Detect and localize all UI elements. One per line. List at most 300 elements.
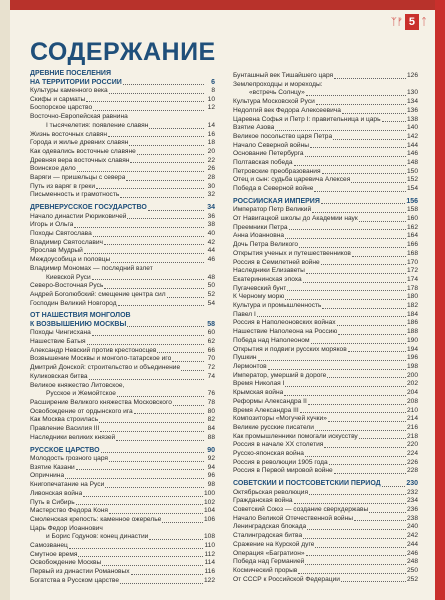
toc-entry[interactable]: [30, 104, 215, 113]
page-ref: 160: [406, 215, 418, 223]
toc-entry[interactable]: [233, 489, 418, 498]
toc-entry[interactable]: [30, 533, 215, 542]
toc-entry[interactable]: [30, 183, 215, 192]
page-ref: 54: [207, 299, 215, 307]
toc-entry[interactable]: [30, 355, 215, 364]
page-ref: 34: [207, 204, 215, 212]
toc-entry[interactable]: [233, 168, 418, 177]
page-ref: 108: [203, 533, 215, 541]
leader-dots: [305, 456, 406, 457]
entry-title: Александр Невский против крестоносцев: [30, 346, 157, 354]
entry-title: Сталинградская битва: [233, 532, 303, 540]
toc-entry[interactable]: [30, 274, 215, 283]
leader-dots: [104, 244, 204, 245]
entry-title: Взятие Азова: [233, 124, 275, 132]
toc-entry[interactable]: [30, 516, 215, 525]
toc-entry[interactable]: [30, 568, 215, 577]
toc-entry[interactable]: [233, 116, 418, 125]
toc-entry[interactable]: [30, 256, 215, 265]
page-ref: 152: [406, 176, 418, 184]
toc-entry[interactable]: [233, 441, 418, 450]
page-ref: 112: [204, 550, 215, 558]
page-ref: 178: [406, 284, 418, 292]
right-border: [435, 0, 445, 600]
page-ref: 252: [406, 575, 418, 583]
section-heading[interactable]: [30, 312, 215, 329]
toc-entry[interactable]: [30, 382, 215, 391]
entry-title: Начало Северной войны: [233, 141, 309, 149]
leader-dots: [257, 316, 406, 317]
page-ref: 72: [207, 364, 215, 372]
entry-title: Русско-японская война: [233, 450, 304, 458]
leader-dots: [69, 548, 204, 549]
leader-dots: [74, 227, 204, 228]
entry-title: Владимир Мономах — последний взлет: [30, 264, 153, 272]
entry-title: Реформы Александра II: [233, 397, 307, 405]
toc-entry[interactable]: [30, 96, 215, 105]
toc-entry[interactable]: [30, 291, 215, 300]
toc-entry[interactable]: [233, 389, 418, 398]
entry-title: Россия в революции 1905 года: [233, 458, 328, 466]
toc-entry[interactable]: [30, 525, 215, 534]
leader-dots: [99, 422, 204, 423]
entry-title: Петровские преобразования: [233, 167, 321, 175]
page-ref: 46: [207, 256, 215, 264]
leader-dots: [102, 565, 203, 566]
toc-entry[interactable]: [30, 221, 215, 230]
page-ref: 78: [207, 399, 215, 406]
leader-dots: [86, 101, 204, 102]
toc-entry[interactable]: [30, 490, 215, 499]
entry-title: Мастерство Федора Коня: [30, 507, 108, 515]
toc-entry[interactable]: [30, 481, 215, 490]
toc-entry[interactable]: [233, 541, 418, 550]
page-ref: 242: [406, 532, 418, 540]
toc-entry[interactable]: [233, 532, 418, 541]
leader-dots: [127, 326, 204, 327]
page-ref: 26: [207, 165, 215, 173]
toc-entry[interactable]: [233, 311, 418, 320]
leader-dots: [310, 147, 406, 148]
page-ref: 232: [406, 488, 418, 496]
entry-title: Молодость грозного царя: [30, 455, 108, 463]
entry-title: Русское и Жемойтское: [46, 390, 116, 398]
leader-dots: [369, 512, 406, 513]
section-heading[interactable]: [30, 447, 215, 456]
toc-entry[interactable]: [30, 577, 215, 586]
page-ref: 80: [207, 407, 215, 415]
page-ref: 88: [207, 433, 215, 441]
page-ref: 12: [207, 104, 215, 112]
page-ref: 62: [207, 338, 215, 346]
leader-dots: [100, 431, 204, 432]
toc-entry[interactable]: [30, 157, 215, 166]
entry-title: Культура Московской Руси: [233, 98, 315, 106]
entry-title: Россия в Первой мировой войне: [233, 467, 333, 475]
page-ref: 230: [406, 480, 418, 488]
entry-title: Россия в начале XX столетия: [233, 441, 324, 449]
toc-entry[interactable]: [30, 300, 215, 309]
leader-dots: [167, 297, 204, 298]
leader-dots: [87, 344, 204, 345]
toc-entry[interactable]: [233, 267, 418, 276]
section-heading[interactable]: [233, 198, 418, 207]
entry-title: Господин Великий Новгород: [30, 299, 117, 307]
page-ref: 58: [207, 320, 215, 328]
leader-dots: [315, 547, 406, 548]
toc-entry[interactable]: [30, 499, 215, 508]
page-ref: 6: [211, 78, 215, 86]
entry-title: Освобождение Москвы: [30, 559, 102, 567]
entry-title: Наследники великих князей: [30, 433, 116, 441]
toc-entry[interactable]: [233, 224, 418, 233]
entry-title: Ливонская война: [30, 489, 83, 497]
toc-entry[interactable]: [30, 434, 215, 443]
leader-dots: [300, 412, 406, 413]
toc-entry[interactable]: [233, 107, 418, 116]
toc-entry[interactable]: [233, 328, 418, 337]
page-ref: 110: [204, 542, 215, 550]
page-ref: 114: [204, 559, 215, 567]
toc-entry[interactable]: [233, 259, 418, 268]
toc-entry[interactable]: [30, 390, 215, 399]
toc-entry[interactable]: [30, 373, 215, 382]
page-ref: 146: [406, 150, 418, 158]
toc-entry[interactable]: [233, 450, 418, 459]
entry-title: Пугачевский бунт: [233, 284, 287, 292]
leader-dots: [294, 503, 406, 504]
entry-title: Междоусобица и половцы: [30, 256, 111, 264]
leader-dots: [109, 461, 204, 462]
page-ref: 100: [203, 489, 215, 497]
entry-title: Композиторы «Могучей кучки»: [233, 415, 327, 423]
toc-entry[interactable]: [233, 124, 418, 133]
entry-title: Боспорское царство: [30, 104, 93, 112]
page-ref: 84: [207, 425, 215, 433]
entry-title: Книгопечатание на Руси: [30, 481, 105, 489]
toc-entry[interactable]: [30, 213, 215, 222]
entry-title: Правление Василия III: [30, 425, 100, 433]
leader-dots: [123, 84, 204, 85]
toc-entry[interactable]: [233, 415, 418, 424]
toc-entry[interactable]: [30, 408, 215, 417]
page-ref: 182: [406, 302, 418, 310]
section-title: ОТ НАШЕСТВИЯ МОНГОЛОВ: [30, 312, 131, 320]
entry-title: Павел I: [233, 310, 256, 318]
leader-dots: [309, 494, 406, 495]
leader-dots: [359, 438, 406, 439]
section-title: СОВЕТСКИЙ И ПОСТСОВЕТСКИЙ ПЕРИОД: [233, 480, 381, 488]
toc-entry[interactable]: [233, 567, 418, 576]
leader-dots: [84, 253, 204, 254]
toc-entry[interactable]: [233, 398, 418, 407]
toc-entry[interactable]: [233, 81, 418, 90]
toc-entry[interactable]: [233, 241, 418, 250]
toc-entry[interactable]: [233, 337, 418, 346]
entry-title: Недолгий век Федора Алексеевича: [233, 106, 341, 114]
leader-dots: [308, 404, 406, 405]
toc-entry[interactable]: [30, 472, 215, 481]
toc-entry[interactable]: [30, 329, 215, 338]
toc-entry[interactable]: [30, 87, 215, 96]
page-ref: 130: [406, 89, 418, 97]
toc-entry[interactable]: [233, 354, 418, 363]
leader-dots: [268, 369, 406, 370]
entry-title: Время Николая I: [233, 380, 285, 388]
entry-title: Открытия ученых и путешественников: [233, 249, 351, 257]
toc-column-left: [30, 70, 215, 586]
leader-dots: [294, 165, 406, 166]
toc-entry[interactable]: [233, 142, 418, 151]
entry-title: Скифы и сарматы: [30, 95, 86, 103]
toc-entry[interactable]: [30, 191, 215, 200]
toc-entry[interactable]: [233, 150, 418, 159]
page-ref: 246: [406, 549, 418, 557]
leader-dots: [348, 351, 406, 352]
toc-entry[interactable]: [30, 425, 215, 434]
toc-entry[interactable]: [233, 206, 418, 215]
page-ref: 144: [406, 141, 418, 149]
toc-entry[interactable]: [30, 416, 215, 425]
leader-dots: [96, 188, 204, 189]
page-ref: 214: [406, 415, 418, 423]
page-ref: 248: [406, 558, 418, 566]
page-ref: 10: [207, 95, 215, 103]
entry-title: Города и жилье древних славян: [30, 139, 129, 147]
toc-entry[interactable]: [233, 159, 418, 168]
toc-entry[interactable]: [233, 515, 418, 524]
toc-column-right: [233, 72, 418, 584]
toc-entry[interactable]: [233, 467, 418, 476]
leader-dots: [327, 377, 406, 378]
entry-title: Освобождение от ордынского ига: [30, 407, 133, 415]
toc-entry[interactable]: [30, 165, 215, 174]
leader-dots: [337, 325, 406, 326]
page-ref: 136: [406, 106, 418, 114]
leader-dots: [287, 290, 406, 291]
toc-entry[interactable]: [233, 232, 418, 241]
entry-title: Культуры каменного века: [30, 87, 108, 94]
entry-title: Северо-Восточная Русь: [30, 282, 104, 290]
toc-entry[interactable]: [30, 247, 215, 256]
toc-entry[interactable]: [233, 497, 418, 506]
toc-entry[interactable]: [30, 399, 215, 408]
entry-title: Землепроходцы и мореходы:: [233, 80, 323, 88]
entry-title: Операция «Багратион»: [233, 549, 305, 557]
leader-dots: [298, 573, 406, 574]
toc-entry[interactable]: [233, 98, 418, 107]
toc-entry[interactable]: [233, 285, 418, 294]
entry-title: Преемники Петра: [233, 223, 288, 231]
toc-entry[interactable]: [30, 139, 215, 148]
leader-dots: [116, 440, 204, 441]
entry-title: Крымская война: [233, 389, 284, 397]
leader-dots: [303, 538, 406, 539]
entry-title: Великое посольство царя Петра: [233, 132, 333, 140]
leader-dots: [305, 156, 406, 157]
top-border: [0, 0, 445, 10]
section-heading[interactable]: [30, 204, 215, 213]
toc-entry[interactable]: [233, 523, 418, 532]
toc-entry[interactable]: [233, 558, 418, 567]
leader-dots: [285, 238, 406, 239]
entry-title: Начало династии Рюриковичей: [30, 212, 127, 220]
page-ref: 8: [211, 87, 215, 94]
section-title: РУССКОЕ ЦАРСТВО: [30, 446, 100, 454]
page-ref: 102: [203, 498, 215, 506]
toc-entry[interactable]: [30, 239, 215, 248]
leader-dots: [109, 513, 203, 514]
entry-title: Сражение на Курской дуге: [233, 540, 315, 548]
toc-entry[interactable]: [233, 133, 418, 142]
entry-title: Богатства в Русском царстве: [30, 576, 120, 584]
page-ref: 148: [406, 159, 418, 167]
page-ref: 166: [406, 241, 418, 249]
entry-title: Пушкин: [233, 354, 257, 362]
entry-title: К Черному морю: [233, 293, 285, 301]
page-ref: 220: [406, 441, 418, 449]
page-ref: 30: [207, 182, 215, 190]
toc-entry[interactable]: [30, 347, 215, 356]
page-ref: 194: [406, 345, 418, 353]
leader-dots: [111, 262, 204, 263]
page-ref: 170: [406, 258, 418, 266]
entry-title: Победа над Германией: [233, 558, 305, 566]
entry-title: Великое княжество Литовское,: [30, 381, 125, 389]
page-ref: 74: [207, 372, 215, 380]
leader-dots: [285, 299, 406, 300]
toc-entry[interactable]: [30, 230, 215, 239]
leader-dots: [316, 104, 406, 105]
toc-entry[interactable]: [30, 364, 215, 373]
toc-entry[interactable]: [233, 215, 418, 224]
toc-entry[interactable]: [233, 176, 418, 185]
page-ref: 184: [406, 310, 418, 318]
toc-entry[interactable]: [233, 302, 418, 311]
entry-title: Россия в Семилетней войне: [233, 258, 320, 266]
toc-entry[interactable]: [233, 506, 418, 515]
toc-entry[interactable]: [233, 433, 418, 442]
entry-title: Отец и сын: судьба царевича Алексея: [233, 176, 351, 184]
leader-dots: [299, 247, 406, 248]
page-ref: 22: [207, 156, 215, 164]
leader-dots: [289, 229, 406, 230]
page-ref: 82: [207, 416, 215, 424]
leader-dots: [341, 581, 406, 582]
toc-entry[interactable]: [233, 89, 418, 98]
leader-dots: [148, 210, 204, 211]
entry-title: От СССР к Российской Федерации: [233, 575, 340, 583]
leader-dots: [134, 413, 204, 414]
entry-title: Опричнина: [30, 472, 65, 480]
section-title: НА ТЕРРИТОРИИ РОССИИ: [30, 78, 122, 86]
page-ref: 60: [207, 329, 215, 337]
toc-entry[interactable]: [30, 455, 215, 464]
leader-dots: [284, 395, 406, 396]
toc-entry[interactable]: [30, 265, 215, 274]
page-ref: 190: [406, 336, 418, 344]
toc-entry[interactable]: [30, 464, 215, 473]
toc-entry[interactable]: [233, 576, 418, 585]
toc-entry[interactable]: [233, 372, 418, 381]
leader-dots: [149, 128, 204, 129]
toc-entry[interactable]: [30, 174, 215, 183]
entry-title: Как промышленники помогали искусству: [233, 432, 358, 440]
toc-entry[interactable]: [233, 424, 418, 433]
toc-entry[interactable]: [30, 131, 215, 140]
entry-title: Наследники Елизаветы: [233, 267, 305, 275]
toc-entry[interactable]: [233, 293, 418, 302]
leader-dots: [105, 487, 204, 488]
entry-title: Победа над Наполеоном: [233, 336, 310, 344]
toc-entry[interactable]: [233, 380, 418, 389]
toc-entry[interactable]: [233, 550, 418, 559]
leader-dots: [324, 447, 406, 448]
entry-title: Жизнь восточных славян: [30, 130, 107, 138]
toc-entry[interactable]: [30, 148, 215, 157]
toc-entry[interactable]: [30, 122, 215, 131]
toc-entry[interactable]: [233, 459, 418, 468]
page-ref: 38: [207, 221, 215, 229]
toc-entry[interactable]: [233, 346, 418, 355]
entry-title: Открытия и подвиги русских моряков: [233, 345, 347, 353]
leader-dots: [120, 583, 203, 584]
toc-entry[interactable]: [30, 551, 215, 560]
page-ref: 106: [203, 515, 215, 523]
toc-entry[interactable]: [30, 507, 215, 516]
leader-dots: [303, 282, 406, 283]
left-margin: [0, 0, 10, 600]
toc-entry[interactable]: [30, 559, 215, 568]
section-heading[interactable]: [233, 480, 418, 489]
page-ref: 154: [406, 185, 418, 193]
page-ref: 168: [406, 249, 418, 257]
toc-entry[interactable]: [233, 363, 418, 372]
entry-title: Владимир Святославич: [30, 238, 103, 246]
toc-entry[interactable]: [30, 282, 215, 291]
leader-dots: [329, 464, 406, 465]
entry-title: Игорь и Ольга: [30, 221, 74, 229]
toc-entry[interactable]: [233, 407, 418, 416]
toc-entry[interactable]: [233, 276, 418, 285]
leader-dots: [130, 162, 204, 163]
entry-title: Россия в Наполеоновских войнах: [233, 319, 336, 327]
page-ref: 216: [406, 423, 418, 431]
leader-dots: [93, 110, 204, 111]
page-ref: 76: [207, 390, 215, 398]
toc-entry[interactable]: [233, 72, 418, 81]
toc-entry[interactable]: [30, 542, 215, 551]
toc-entry[interactable]: [233, 250, 418, 259]
page-ref: 188: [406, 328, 418, 336]
page-ref: 158: [406, 206, 418, 214]
page-number: 5: [405, 14, 419, 30]
page-ref: 234: [406, 497, 418, 505]
toc-entry[interactable]: [30, 113, 215, 122]
leader-dots: [315, 430, 406, 431]
page-ref: 70: [207, 355, 215, 363]
page-ref: 162: [406, 223, 418, 231]
section-heading[interactable]: [30, 70, 215, 87]
toc-entry[interactable]: [30, 338, 215, 347]
toc-entry[interactable]: [233, 185, 418, 194]
leader-dots: [173, 405, 204, 406]
leader-dots: [77, 171, 204, 172]
toc-entry[interactable]: [233, 319, 418, 328]
entry-title: Дочь Петра Великого: [233, 241, 299, 249]
entry-title: Царь Федор Иоаннович: [30, 524, 103, 532]
page-ref: 14: [207, 121, 215, 129]
